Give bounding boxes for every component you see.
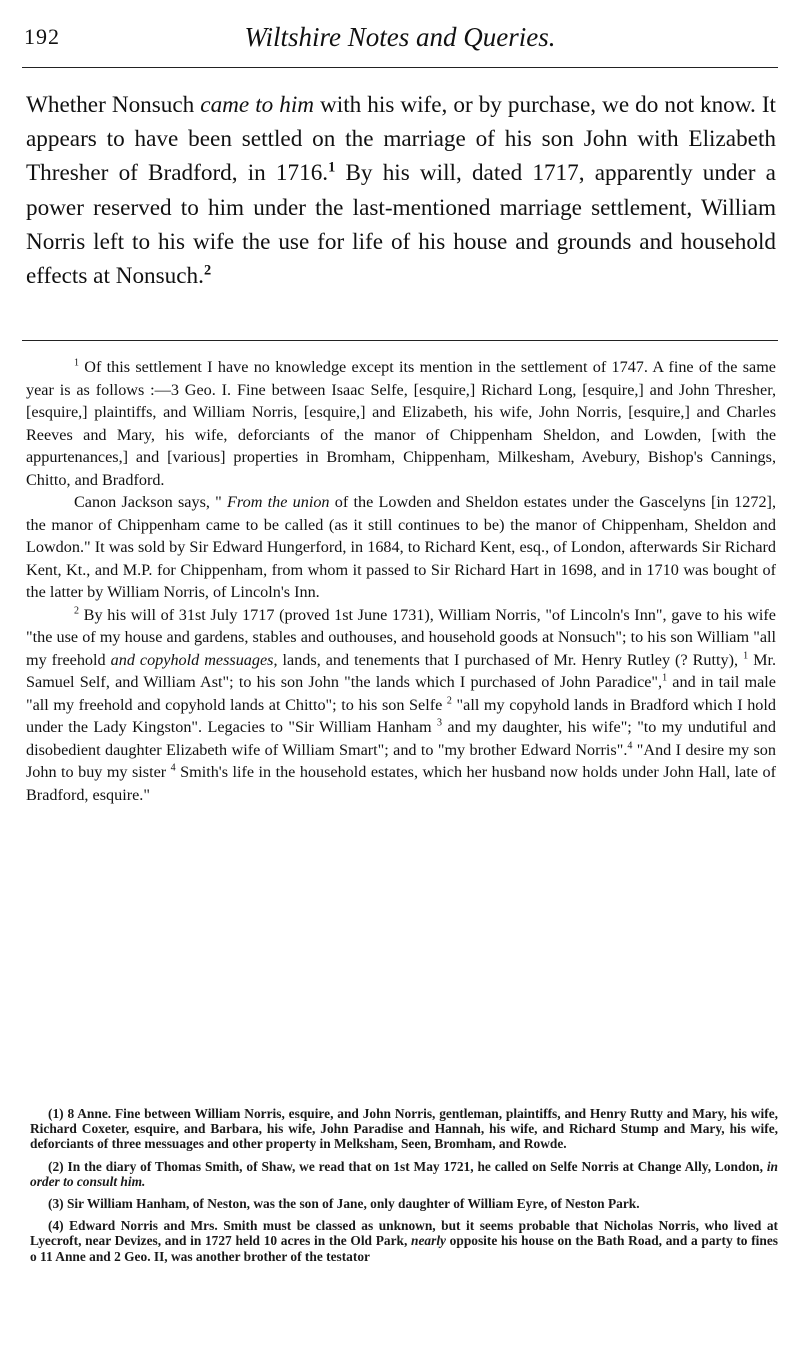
subnote-1: (1) 8 Anne. Fine between William Norris, esquire, and John Norris, gentleman, plaintiffs, and Henry Rutty and Mary, his wife, Richard Coxeter, esquire, and Barbara, his wife, John Paradise and Hannah, his wife, and Richard Stump and Mary, his wife, deforciants of three messuages and other property in Melksham, Seen, Bromham, and Rowde.	[30, 1106, 778, 1152]
footnote-2: $^2$ By his will of 31st July 1717 (proved 1st June 1731), William Norris, "of Lincoln's Inn", gave to his wife "the use of my house and gardens, stables and outhouses, and household goods at Nonsuch"; to his son William "all my freehold and copyhold messuages, lands, and tenements that I purchased of Mr. Henry Rutley (? Rutty), $^1$ Mr. Samuel Self, and William Ast"; to his son John "the lands which I purchased of John Paradice",$^1$ and in tail male "all my freehold and copyhold lands at Chitto"; to his son Selfe $^2$ "all my copyhold lands in Bradford which I hold under the Lady Kingston". Legacies to "Sir William Hanham $^3$ and my daughter, his wife"; "to my undutiful and disobedient daughter Elizabeth wife of William Smart"; and to "my brother Edward Norris".$^4$ "And I desire my son John to buy my sister $^4$ Smith's life in the household estates, which her husband now holds under John Hall, late of Bradford, esquire."	[26, 605, 777, 804]
footnotes-block	[26, 356, 776, 806]
subnote-ref-2[interactable]: 2	[446, 695, 452, 707]
sub-notes-block	[30, 1106, 778, 1271]
footnote-1-mark: 1	[74, 357, 80, 369]
footnote-2-mark: 2	[74, 605, 80, 617]
page-header	[22, 22, 778, 54]
running-title: Wiltshire Notes and Queries.	[244, 22, 556, 52]
header-rule	[22, 67, 778, 68]
subnote-ref-1b[interactable]: 1	[662, 672, 668, 684]
subnote-ref-1[interactable]: 1	[743, 650, 749, 662]
subnote-ref-4[interactable]: 4	[627, 740, 633, 752]
subnote-4: (4) Edward Norris and Mrs. Smith must be classed as unknown, but it seems probable that Nicholas Norris, who lived at Lyecroft, near Devizes, and in 1727 held 10 acres in the Old Park, nearly opposite his house on the Bath Road, and a party to fines o 11 Anne and 2 Geo. II, was another brother of the testator	[30, 1218, 778, 1264]
subnote-3: (3) Sir William Hanham, of Neston, was the son of Jane, only daughter of William Eyre, of Neston Park.	[48, 1196, 640, 1212]
footnote-ref-2[interactable]: 2	[203, 262, 212, 279]
footnote-rule	[22, 340, 778, 341]
footnote-1: $^1$ Of this settlement I have no knowledge except its mention in the settlement of 1747. A fine of the same year is as follows :—3 Geo. I. Fine between Isaac Selfe, [esquire,] Richard Long, [esquire,] and John Thresher, [esquire,] plaintiffs, and William Norris, [esquire,] and Elizabeth, his wife, John Norris, [esquire,] and Charles Reeves and Mary, his wife, deforciants of the manor of Chippenham Sheldon, and Lowden, [with the appurtenances,] and [various] properties in Bromham, Chippenham, Milkesham, Avebury, Bishop's Cannings, Chitto, and Bradford.	[26, 357, 776, 489]
page-number: 192	[24, 24, 60, 49]
footnote-ref-1[interactable]: 1	[328, 159, 336, 176]
subnote-2: (2) In the diary of Thomas Smith, of Shaw, we read that on 1st May 1721, he called on Selfe Norris at Change Ally, London, in order to consult him.	[30, 1158, 778, 1189]
footnote-1-continued: Canon Jackson says, " From the union of the Lowden and Sheldon estates under the Gascelyns [in 1272], the manor of Chippenham came to be called (as it still continues to be) the manor of Chippenham, Sheldon and Lowdon." It was sold by Sir Edward Hungerford, in 1684, to Richard Kent, esq., of London, afterwards Sir Richard Kent, Kt., and M.P. for Chippenham, from whom it passed to Sir Richard Hart in 1698, and in 1710 was bought of the latter by William Norris, of Lincoln's Inn.	[26, 493, 776, 601]
main-paragraph: Whether Nonsuch came to him with his wife, or by purchase, we do not know. It appears to have been settled on the marriage of his son John with Elizabeth Thresher of Bradford, in 1716.$^1$ By his will, dated 1717, apparently under a power reserved to him under the last-mentioned marriage settlement, William Norris left to his wife the use for life of his house and grounds and household effects at Nonsuch.$^2$	[26, 92, 776, 290]
subnote-ref-3[interactable]: 3	[436, 717, 442, 729]
subnote-ref-4b[interactable]: 4	[170, 762, 176, 774]
